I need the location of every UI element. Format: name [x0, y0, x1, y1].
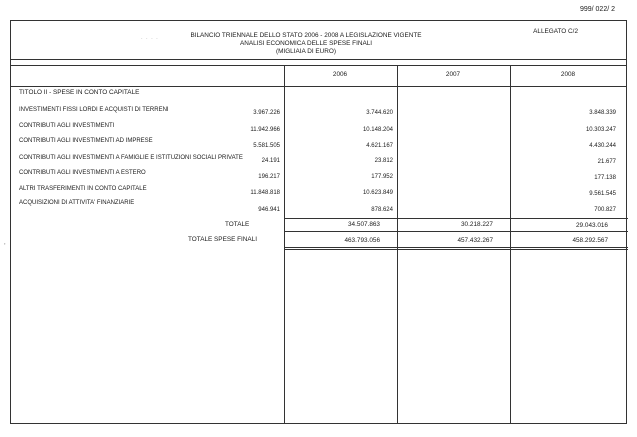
totale-spese-label: TOTALE SPESE FINALI: [188, 236, 258, 243]
value-2008: 21.677: [597, 159, 616, 165]
year-header-2007: 2007: [445, 71, 461, 78]
allegato-label: ALLEGATO C/2: [533, 28, 578, 35]
value-2006: 3.967.226: [253, 110, 280, 116]
table-row: [11, 200, 626, 212]
row-label: INVESTIMENTI FISSI LORDI E ACQUISTI DI TERRENI: [19, 107, 169, 113]
value-2007: 4.621.167: [366, 143, 393, 149]
totale-spese-2007: 457.432.267: [457, 237, 493, 244]
section-title: TITOLO II - SPESE IN CONTO CAPITALE: [19, 89, 140, 96]
year-header-2008: 2008: [560, 71, 576, 78]
scan-mark: ,: [4, 240, 6, 246]
table-row: [11, 186, 626, 198]
row-label: CONTRIBUTI AGLI INVESTIMENTI A FAMIGLIE E ISTITUZIONI SOCIALI PRIVATE: [19, 155, 243, 161]
totale-spese-2006: 463.793.056: [344, 237, 380, 244]
totale-2006: 34.507.863: [348, 221, 380, 228]
value-2006: 946.941: [258, 207, 280, 213]
value-2006: 11.848.818: [250, 190, 280, 196]
table-row: [11, 123, 626, 135]
table-row: [11, 107, 626, 119]
value-2008: 177.138: [594, 175, 616, 181]
value-2007: 878.624: [371, 207, 393, 213]
scan-smudge: · · · ·: [141, 36, 159, 42]
row-label: ACQUISIZIONI DI ATTIVITA' FINANZIARIE: [19, 200, 135, 206]
value-2007: 177.952: [371, 174, 393, 180]
totale-spese-2008: 458.292.567: [572, 237, 608, 244]
report-header: [11, 21, 626, 60]
value-2007: 10.148.204: [362, 127, 393, 133]
total-rule: [284, 218, 628, 219]
value-2008: 4.430.244: [589, 143, 616, 149]
value-2006: 5.581.505: [253, 143, 280, 149]
totale-2008: 29.043.016: [576, 222, 608, 229]
value-2008: 9.561.545: [589, 191, 616, 197]
value-2008: 10.303.247: [585, 127, 616, 133]
row-label: ALTRI TRASFERIMENTI IN CONTO CAPITALE: [19, 186, 147, 192]
row-label: CONTRIBUTI AGLI INVESTIMENTI AD IMPRESE: [19, 138, 153, 144]
table-row: [11, 170, 626, 182]
value-2006: 196.217: [258, 174, 280, 180]
value-2007: 10.623.849: [362, 190, 393, 196]
report-frame: [10, 20, 627, 424]
title-line-2: ANALISI ECONOMICA DELLE SPESE FINALI: [239, 40, 373, 47]
year-header-2006: 2006: [332, 71, 348, 78]
title-line-1: BILANCIO TRIENNALE DELLO STATO 2006 - 2008 A LEGISLAZIONE VIGENTE: [190, 32, 422, 39]
total-double-rule: [284, 249, 628, 250]
totale-2007: 30.218.227: [461, 221, 493, 228]
value-2008: 700.827: [594, 207, 616, 213]
document-reference-code: 999/ 022/ 2: [579, 6, 615, 13]
value-2007: 3.744.620: [366, 110, 393, 116]
table-row: [11, 138, 626, 150]
row-label: CONTRIBUTI AGLI INVESTIMENTI: [19, 123, 115, 129]
value-2008: 3.848.339: [589, 110, 616, 116]
value-2007: 23.812: [374, 158, 393, 164]
value-2006: 24.191: [261, 158, 280, 164]
value-2006: 11.942.966: [250, 127, 280, 133]
row-label: CONTRIBUTI AGLI INVESTIMENTI A ESTERO: [19, 170, 146, 176]
totale-label: TOTALE: [225, 221, 250, 228]
total-rule: [284, 231, 628, 232]
title-line-3: (MIGLIAIA DI EURO): [275, 48, 336, 55]
total-double-rule: [284, 247, 628, 248]
report-title: [161, 32, 451, 56]
table-row: [11, 155, 626, 167]
